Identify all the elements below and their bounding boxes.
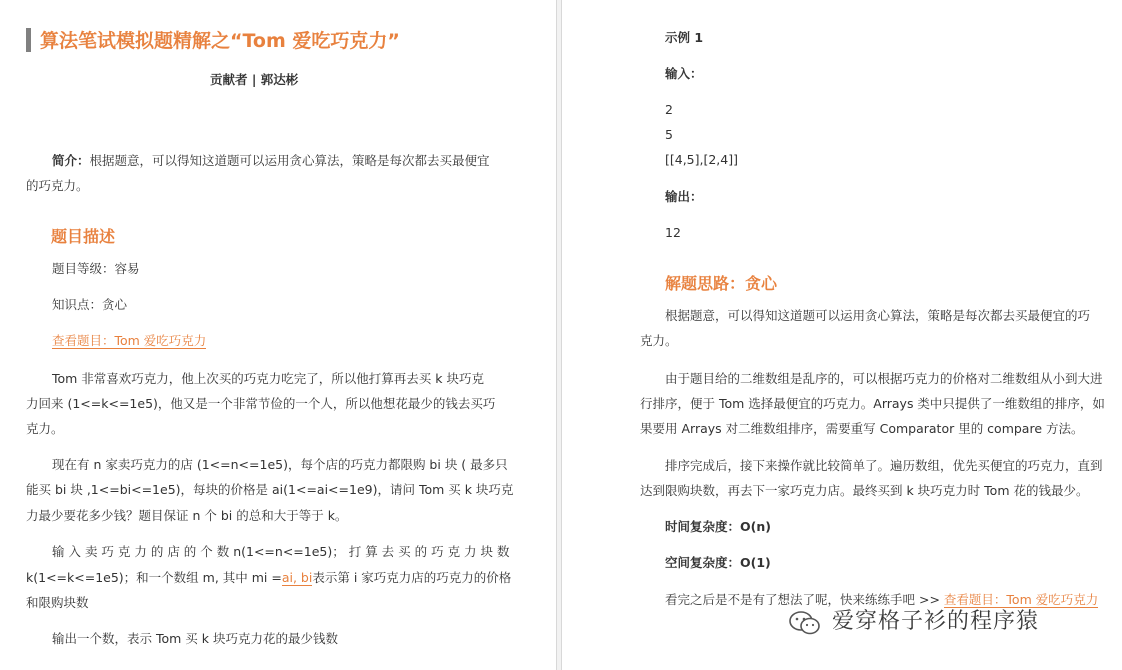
input-line-3: [[4,5],[2,4]] [665,152,738,167]
watermark-text: 爱穿格子衫的程序猿 [832,609,1040,634]
desc-p1-line3: 克力。 [26,421,64,436]
desc-p2-line3: 力最少要花多少钱？题目保证 n 个 bi 的总和大于等于 k。 [26,508,348,523]
section-title-description: 题目描述 [51,227,116,246]
contributor-line: 贡献者 | 郭达彬 [210,72,299,87]
example-title: 示例 1 [665,30,704,45]
closing-view-problem-link[interactable]: 查看题目：Tom 爱吃巧克力 [943,592,1099,607]
desc-p4: 输出一个数，表示 Tom 买 k 块巧克力花的最少钱数 [52,631,338,646]
wechat-icon [788,610,822,636]
desc-p3-line2 [26,565,511,590]
section-title-solution: 解题思路：贪心 [665,274,778,293]
intro-line-2: 的巧克力。 [26,178,89,193]
input-line-2: 5 [665,127,673,142]
sol-p3-line2: 达到限购块数，再去下一家巧克力店。最终买到 k 块巧克力时 Tom 花的钱最少。 [640,483,1089,498]
desc-p3-line1: 输 入 卖 巧 克 力 的 店 的 个 数 n(1<=n<=1e5)； 打 算 去 买 的 巧 克 力 块 数 [52,544,510,559]
ai-bi-link[interactable]: ai, bi [281,570,313,585]
view-problem-link[interactable]: 查看题目：Tom 爱吃巧克力 [52,333,207,348]
desc-p3-line2-start: k(1<=k<=1e5)；和一个数组 m, 其中 mi = [26,570,282,585]
intro-line-1 [52,148,490,173]
desc-p3-line3: 和限购块数 [26,595,89,610]
desc-p3-line2-end: 表示第 i 家巧克力店的巧克力的价格 [312,570,512,585]
desc-p2-line1: 现在有 n 家卖巧克力的店 (1<=n<=1e5)，每个店的巧克力都限购 bi 块 ( 最多只 [52,457,508,472]
sol-p2-line1: 由于题目给的二维数组是乱序的，可以根据巧克力的价格对二维数组从小到大进 [665,371,1103,386]
intro-label: 简介： [52,153,90,168]
desc-p1-line2: 力回来 (1<=k<=1e5)，他又是一个非常节俭的一个人，所以他想花最少的钱去买巧 [26,396,496,411]
input-line-1: 2 [665,102,673,117]
view-problem-link-wrap [52,328,206,353]
left-page [0,0,556,670]
desc-p1-line1: Tom 非常喜欢巧克力，他上次买的巧克力吃完了，所以他打算再去买 k 块巧克 [52,371,484,386]
intro-text: 根据题意，可以得知这道题可以运用贪心算法，策略是每次都去买最便宜 [89,153,490,168]
page-title: 算法笔试模拟题精解之“Tom 爱吃巧克力” [40,30,400,52]
space-complexity: 空间复杂度：O(1) [665,555,771,570]
right-page [562,0,1122,670]
sol-p3-line1: 排序完成后，接下来操作就比较简单了。遍历数组，优先买便宜的巧克力，直到 [665,458,1103,473]
knowledge-point: 知识点：贪心 [52,297,128,312]
desc-p2-line2: 能买 bi 块 ,1<=bi<=1e5)，每块的价格是 ai(1<=ai<=1e9)，请问 Tom 买 k 块巧克 [26,482,514,497]
output-value: 12 [665,225,681,240]
sol-p1-line2: 克力。 [640,333,678,348]
title-accent-bar [26,28,31,52]
output-label: 输出： [665,189,703,204]
sol-p1-line1: 根据题意，可以得知这道题可以运用贪心算法，策略是每次都去买最便宜的巧 [665,308,1091,323]
time-complexity: 时间复杂度：O(n) [665,519,771,534]
input-label: 输入： [665,66,703,81]
sol-p2-line2: 行排序，便于 Tom 选择最便宜的巧克力。Arrays 类中只提供了一维数组的排序，如 [640,396,1105,411]
closing-text: 看完之后是不是有了想法了呢，快来练练手吧 >> [665,592,944,607]
difficulty-level: 题目等级：容易 [52,261,140,276]
sol-p2-line3: 果要用 Arrays 对二维数组排序，需要重写 Comparator 里的 compare 方法。 [640,421,1084,436]
